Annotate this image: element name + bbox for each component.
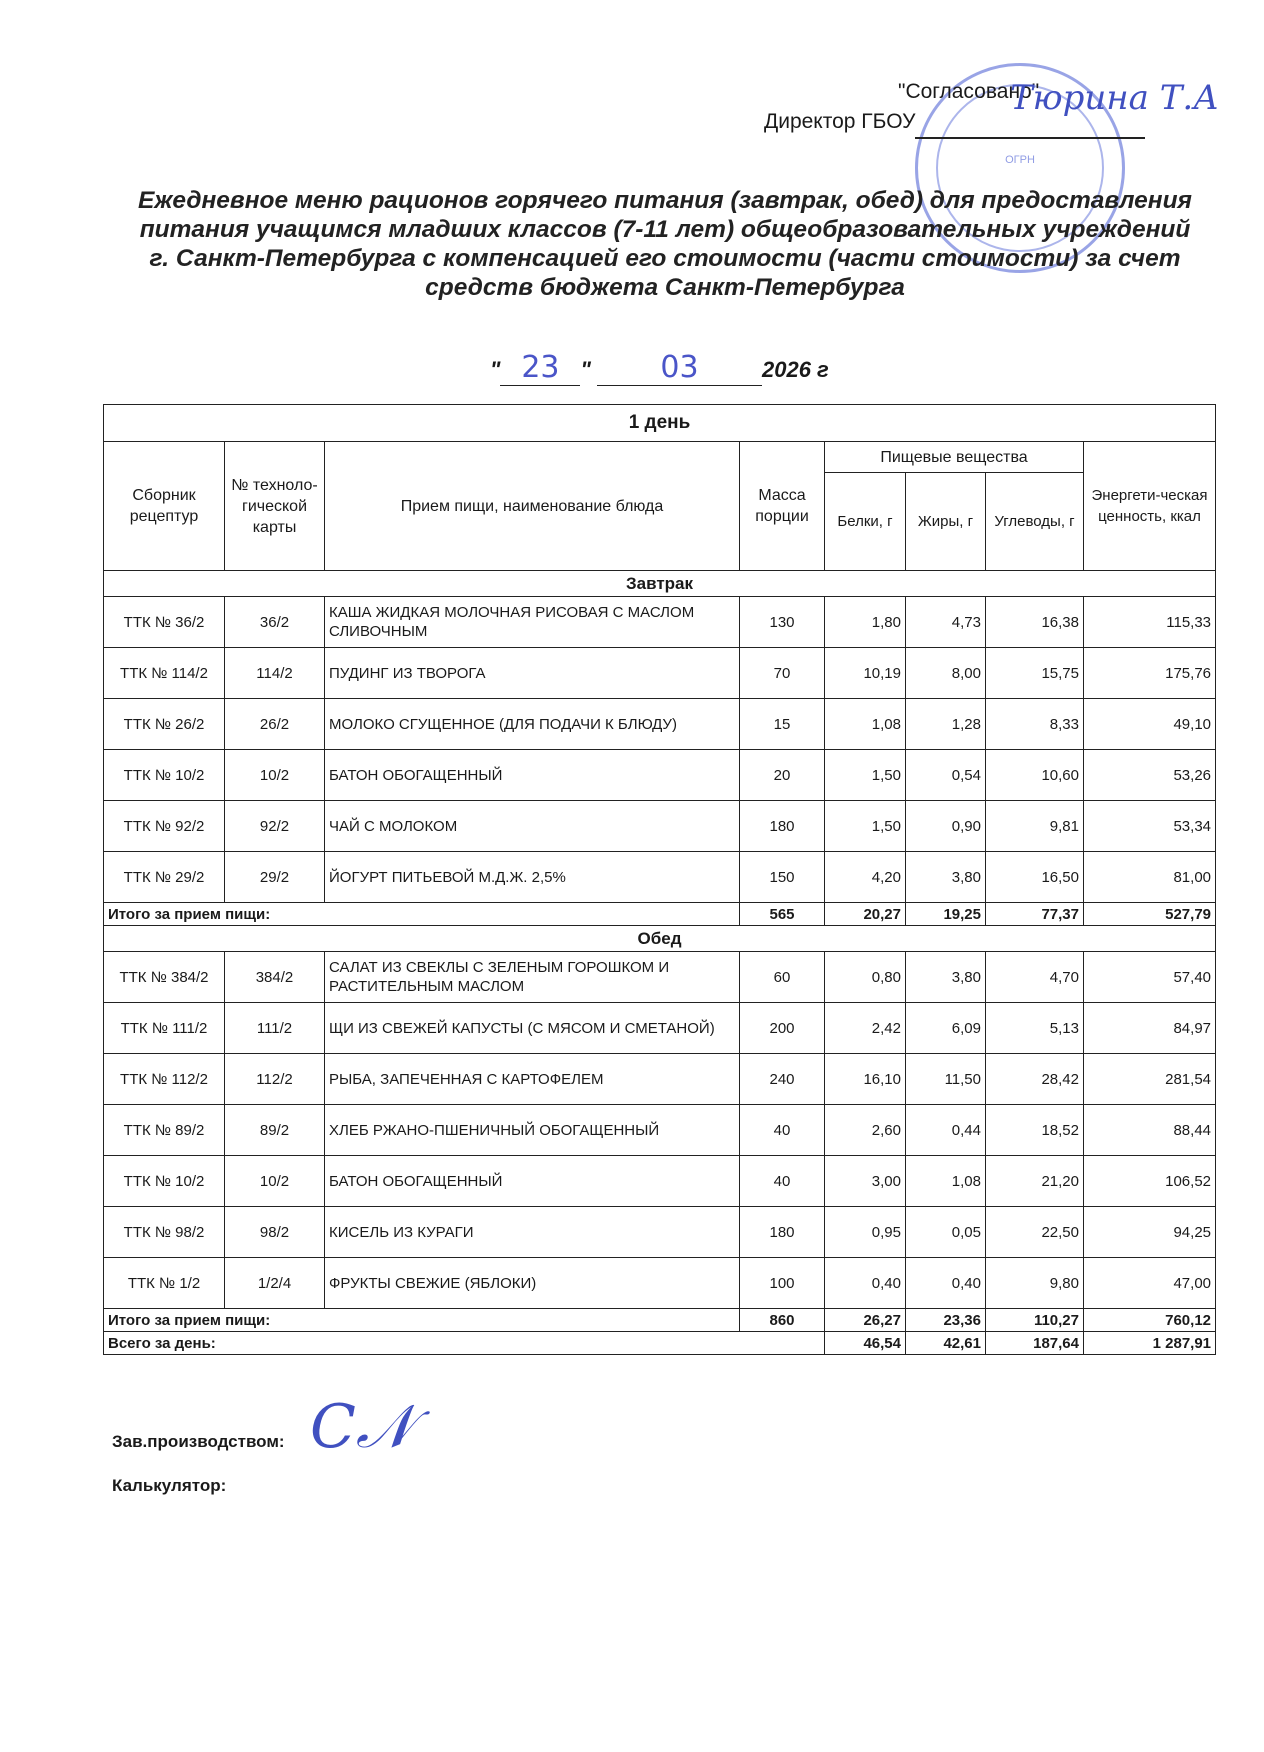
cell-card: 111/2 [225,1003,325,1054]
day-total-label: Всего за день: [104,1332,825,1355]
section-title: Завтрак [104,571,1216,597]
cell-collection: ТТК № 98/2 [104,1207,225,1258]
cell-fat: 6,09 [906,1003,986,1054]
table-row [104,597,1216,648]
cell-dish: ПУДИНГ ИЗ ТВОРОГА [325,648,740,699]
cell-collection: ТТК № 111/2 [104,1003,225,1054]
cell-dish: БАТОН ОБОГАЩЕННЫЙ [325,1156,740,1207]
cell-mass: 15 [740,699,825,750]
cell-collection: ТТК № 92/2 [104,801,225,852]
table-row [104,1105,1216,1156]
cell-dish: САЛАТ ИЗ СВЕКЛЫ С ЗЕЛЕНЫМ ГОРОШКОМ И РАСТИТЕЛЬНЫМ МАСЛОМ [325,952,740,1003]
date-month: 03 [660,350,699,385]
section-total-mass: 565 [740,903,825,926]
table-row [104,952,1216,1003]
section-total-mass: 860 [740,1309,825,1332]
cell-energy: 281,54 [1084,1054,1216,1105]
cell-mass: 150 [740,852,825,903]
calculator-label: Калькулятор: [112,1476,227,1495]
cell-collection: ТТК № 36/2 [104,597,225,648]
section-total-carbs: 110,27 [986,1309,1084,1332]
cell-protein: 1,80 [825,597,906,648]
cell-carbs: 16,38 [986,597,1084,648]
cell-dish: КИСЕЛЬ ИЗ КУРАГИ [325,1207,740,1258]
cell-dish: ЧАЙ С МОЛОКОМ [325,801,740,852]
day-label: 1 день [104,405,1216,442]
cell-protein: 0,95 [825,1207,906,1258]
cell-collection: ТТК № 89/2 [104,1105,225,1156]
director-signature: Тюрина Т.А [1010,78,1219,118]
table-row [104,699,1216,750]
section-total-row [104,1309,1216,1332]
column-header-row [104,442,1216,473]
cell-collection: ТТК № 10/2 [104,1156,225,1207]
stamp-text: ОГРН [1005,154,1035,166]
date-day: 23 [521,350,560,385]
cell-card: 10/2 [225,750,325,801]
day-total-energy: 1 287,91 [1084,1332,1216,1355]
menu-table [103,404,1216,1355]
cell-carbs: 21,20 [986,1156,1084,1207]
cell-carbs: 15,75 [986,648,1084,699]
cell-collection: ТТК № 384/2 [104,952,225,1003]
title-line-3: г. Санкт-Петербурга с компенсацией его стоимости (части стоимости) за счет [149,245,1181,272]
cell-carbs: 4,70 [986,952,1084,1003]
cell-card: 29/2 [225,852,325,903]
table-row [104,750,1216,801]
cell-dish: ХЛЕБ РЖАНО-ПШЕНИЧНЫЙ ОБОГАЩЕННЫЙ [325,1105,740,1156]
section-header-row [104,926,1216,952]
cell-mass: 180 [740,801,825,852]
date-line: " 23 " 03 2026 г [490,350,829,385]
section-total-row [104,903,1216,926]
cell-energy: 115,33 [1084,597,1216,648]
cell-dish: РЫБА, ЗАПЕЧЕННАЯ С КАРТОФЕЛЕМ [325,1054,740,1105]
cell-card: 92/2 [225,801,325,852]
section-total-carbs: 77,37 [986,903,1084,926]
cell-mass: 40 [740,1156,825,1207]
cell-carbs: 28,42 [986,1054,1084,1105]
cell-energy: 175,76 [1084,648,1216,699]
cell-dish: ФРУКТЫ СВЕЖИЕ (ЯБЛОКИ) [325,1258,740,1309]
section-total-energy: 760,12 [1084,1309,1216,1332]
cell-energy: 47,00 [1084,1258,1216,1309]
cell-card: 114/2 [225,648,325,699]
cell-fat: 1,28 [906,699,986,750]
section-title: Обед [104,926,1216,952]
day-header-row [104,405,1216,442]
cell-fat: 0,05 [906,1207,986,1258]
cell-carbs: 8,33 [986,699,1084,750]
cell-dish: ЩИ ИЗ СВЕЖЕЙ КАПУСТЫ (С МЯСОМ И СМЕТАНОЙ) [325,1003,740,1054]
cell-dish: ЙОГУРТ ПИТЬЕВОЙ М.Д.Ж. 2,5% [325,852,740,903]
cell-fat: 3,80 [906,952,986,1003]
date-year: 2026 г [761,357,829,382]
section-total-label: Итого за прием пищи: [104,903,740,926]
header-fat: Жиры, г [906,473,986,571]
cell-mass: 180 [740,1207,825,1258]
cell-card: 26/2 [225,699,325,750]
table-row [104,1258,1216,1309]
cell-card: 36/2 [225,597,325,648]
day-total-protein: 46,54 [825,1332,906,1355]
table-row [104,1003,1216,1054]
cell-carbs: 5,13 [986,1003,1084,1054]
table-row [104,1207,1216,1258]
cell-energy: 53,34 [1084,801,1216,852]
table-row [104,648,1216,699]
cell-protein: 4,20 [825,852,906,903]
cell-protein: 1,50 [825,801,906,852]
cell-protein: 1,50 [825,750,906,801]
cell-protein: 0,40 [825,1258,906,1309]
table-row [104,1054,1216,1105]
cell-carbs: 16,50 [986,852,1084,903]
cell-fat: 4,73 [906,597,986,648]
cell-fat: 0,90 [906,801,986,852]
cell-fat: 0,44 [906,1105,986,1156]
cell-protein: 2,60 [825,1105,906,1156]
table-row [104,1156,1216,1207]
production-head-signature: C𝒩 [310,1392,414,1462]
cell-energy: 49,10 [1084,699,1216,750]
cell-mass: 70 [740,648,825,699]
day-total-row [104,1332,1216,1355]
cell-mass: 240 [740,1054,825,1105]
cell-card: 89/2 [225,1105,325,1156]
section-total-energy: 527,79 [1084,903,1216,926]
cell-carbs: 9,80 [986,1258,1084,1309]
cell-energy: 94,25 [1084,1207,1216,1258]
cell-protein: 10,19 [825,648,906,699]
cell-protein: 2,42 [825,1003,906,1054]
cell-card: 1/2/4 [225,1258,325,1309]
cell-mass: 40 [740,1105,825,1156]
cell-carbs: 18,52 [986,1105,1084,1156]
day-total-fat: 42,61 [906,1332,986,1355]
section-total-protein: 20,27 [825,903,906,926]
table-row [104,852,1216,903]
title-line-1: Ежедневное меню рационов горячего питания (завтрак, обед) для предоставления [138,187,1192,214]
cell-carbs: 10,60 [986,750,1084,801]
cell-collection: ТТК № 10/2 [104,750,225,801]
cell-carbs: 22,50 [986,1207,1084,1258]
cell-fat: 1,08 [906,1156,986,1207]
cell-mass: 60 [740,952,825,1003]
cell-protein: 0,80 [825,952,906,1003]
title-line-2: питания учащимся младших классов (7-11 лет) общеобразовательных учреждений [139,216,1191,243]
section-header-row [104,571,1216,597]
day-total-carbs: 187,64 [986,1332,1084,1355]
cell-protein: 1,08 [825,699,906,750]
section-total-label: Итого за прием пищи: [104,1309,740,1332]
cell-collection: ТТК № 29/2 [104,852,225,903]
menu-sections [104,571,1216,1332]
cell-energy: 53,26 [1084,750,1216,801]
section-total-protein: 26,27 [825,1309,906,1332]
cell-mass: 100 [740,1258,825,1309]
cell-fat: 8,00 [906,648,986,699]
director-label: Директор ГБОУ [764,110,916,133]
cell-energy: 84,97 [1084,1003,1216,1054]
cell-collection: ТТК № 1/2 [104,1258,225,1309]
header-nutrients: Пищевые вещества [825,442,1084,473]
cell-collection: ТТК № 112/2 [104,1054,225,1105]
header-tech-card: № техноло-гической карты [225,442,325,571]
cell-card: 10/2 [225,1156,325,1207]
director-signature-line [915,137,1145,139]
header-collection: Сборник рецептур [104,442,225,571]
header-carbs: Углеводы, г [986,473,1084,571]
cell-energy: 57,40 [1084,952,1216,1003]
cell-card: 384/2 [225,952,325,1003]
cell-fat: 3,80 [906,852,986,903]
title-line-4: средств бюджета Санкт-Петербурга [425,274,905,301]
cell-card: 112/2 [225,1054,325,1105]
production-head-label: Зав.производством: [112,1432,285,1451]
cell-fat: 0,54 [906,750,986,801]
cell-card: 98/2 [225,1207,325,1258]
cell-energy: 81,00 [1084,852,1216,903]
cell-dish: МОЛОКО СГУЩЕННОЕ (ДЛЯ ПОДАЧИ К БЛЮДУ) [325,699,740,750]
header-protein: Белки, г [825,473,906,571]
header-dish: Прием пищи, наименование блюда [325,442,740,571]
cell-dish: БАТОН ОБОГАЩЕННЫЙ [325,750,740,801]
cell-mass: 130 [740,597,825,648]
cell-dish: КАША ЖИДКАЯ МОЛОЧНАЯ РИСОВАЯ С МАСЛОМ СЛИВОЧНЫМ [325,597,740,648]
cell-mass: 200 [740,1003,825,1054]
header-mass: Масса порции [740,442,825,571]
cell-fat: 11,50 [906,1054,986,1105]
cell-energy: 106,52 [1084,1156,1216,1207]
document-title [100,186,1230,302]
cell-energy: 88,44 [1084,1105,1216,1156]
section-total-fat: 23,36 [906,1309,986,1332]
cell-protein: 3,00 [825,1156,906,1207]
header-energy: Энергети-ческая ценность, ккал [1084,442,1216,571]
cell-mass: 20 [740,750,825,801]
cell-collection: ТТК № 26/2 [104,699,225,750]
table-row [104,801,1216,852]
cell-protein: 16,10 [825,1054,906,1105]
section-total-fat: 19,25 [906,903,986,926]
cell-collection: ТТК № 114/2 [104,648,225,699]
cell-carbs: 9,81 [986,801,1084,852]
cell-fat: 0,40 [906,1258,986,1309]
approved-label: "Согласовано" [898,80,1040,103]
